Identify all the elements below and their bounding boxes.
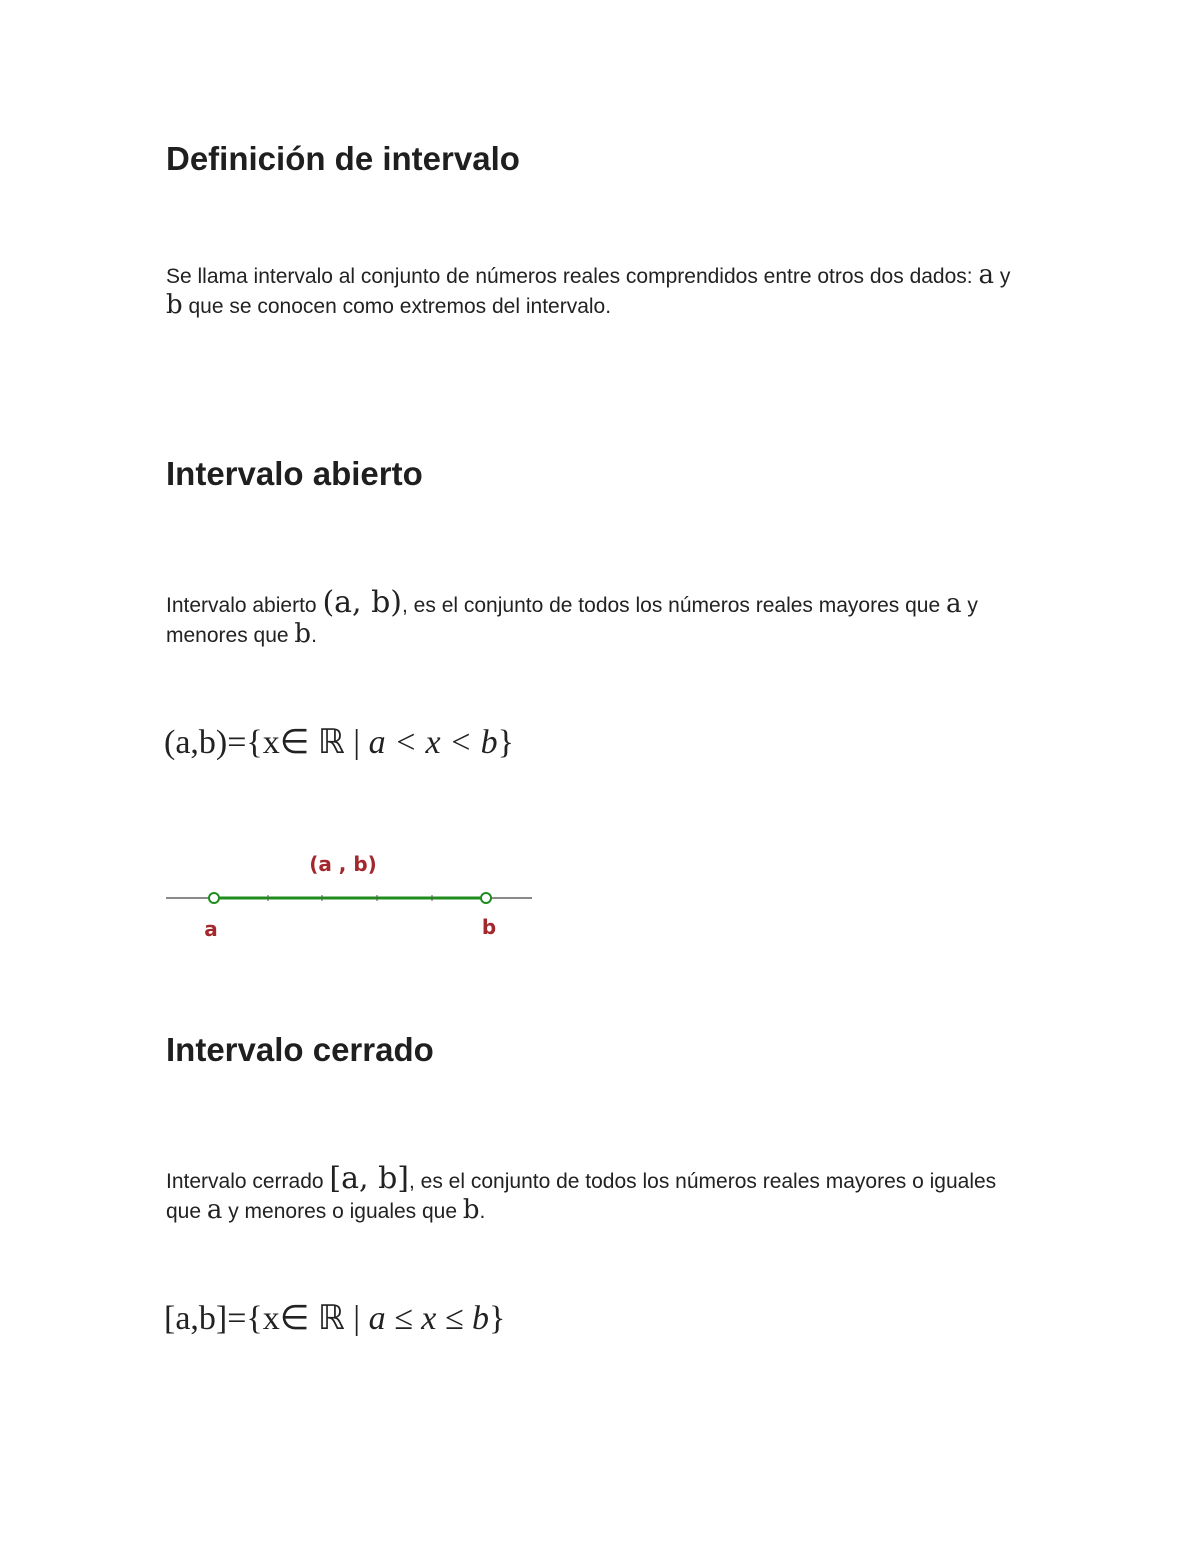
definicion-text-3: que se conocen como extremos del intervalo.: [182, 295, 612, 318]
cerrado-text-1: Intervalo cerrado: [166, 1170, 330, 1193]
cerrado-var-a: a: [206, 1195, 223, 1225]
paragraph-abierto: [166, 585, 1016, 650]
cerrado-text-3: y menores o iguales que: [222, 1200, 463, 1223]
heading-cerrado: Intervalo cerrado: [166, 1031, 434, 1068]
formula-cerrado-condition: a ≤ x ≤ b: [368, 1300, 490, 1337]
heading-abierto: Intervalo abierto: [166, 455, 423, 492]
formula-cerrado-lhs: [a,b]={x∈ ℝ |: [164, 1300, 369, 1337]
formula-abierto-rhs: }: [497, 724, 514, 761]
heading-definicion: Definición de intervalo: [166, 140, 520, 177]
definicion-text-2: y: [993, 265, 1011, 288]
open-endpoint-a: [209, 893, 219, 903]
formula-abierto-condition: a < x < b: [368, 724, 498, 761]
paragraph-definicion: [166, 261, 1016, 321]
cerrado-notation: [a, b]: [329, 1161, 409, 1196]
formula-abierto-lhs: (a,b)={x∈ ℝ |: [164, 724, 369, 761]
formula-cerrado-rhs: }: [489, 1300, 506, 1337]
definicion-var-b: b: [166, 290, 183, 320]
formula-cerrado: [164, 1298, 505, 1338]
open-endpoint-b: [481, 893, 491, 903]
cerrado-var-b: b: [462, 1195, 480, 1225]
paragraph-cerrado: [166, 1161, 1016, 1226]
abierto-notation: (a, b): [322, 585, 403, 620]
endpoint-label-a: a: [204, 917, 218, 941]
abierto-text-1: Intervalo abierto: [166, 594, 323, 617]
abierto-var-a: a: [946, 589, 962, 619]
definicion-var-a: a: [978, 260, 994, 290]
interval-label: (a , b): [309, 852, 377, 876]
endpoint-label-b: b: [481, 915, 497, 939]
number-line-svg: [160, 840, 560, 950]
cerrado-text-4: .: [479, 1200, 486, 1223]
definicion-text-1: Se llama intervalo al conjunto de números reales comprendidos entre otros dos dados:: [166, 265, 979, 288]
cerrado-text-2: , es el conjunto de todos los números reales mayores o iguales que: [166, 1170, 997, 1223]
abierto-text-2: , es el conjunto de todos los números reales mayores que: [402, 594, 946, 617]
abierto-var-b: b: [294, 619, 312, 649]
formula-abierto: [164, 722, 514, 762]
abierto-text-3: y menores que: [166, 594, 978, 647]
abierto-text-4: .: [311, 624, 317, 647]
open-interval-figure: [160, 840, 560, 955]
